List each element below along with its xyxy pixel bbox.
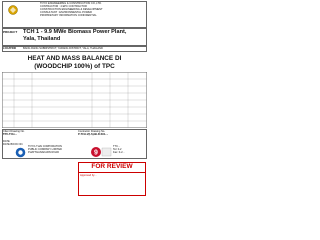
client-drawing-label: Client Drawing No. — [3, 130, 25, 133]
drawing-title — [2, 55, 147, 70]
badge-icon — [90, 145, 112, 157]
review-stamp-sub: Approved by ... — [80, 174, 98, 177]
client-drawing-value: TPC-TCH-... — [3, 133, 18, 136]
project-line: Yala, Thailand — [23, 35, 61, 42]
footer-company-line: PUBLIC COMPANY LIMITED — [28, 148, 62, 151]
company-logo — [4, 3, 22, 15]
contact-line: Fax: 0-2... — [113, 151, 125, 154]
company-line: TOYO ENGINEERING & CONSTRUCTION CO.,LTD. — [40, 2, 102, 5]
project-line: TCH 1 - 9.9 MWe Biomass Power Plant, — [23, 29, 127, 35]
company-text — [40, 2, 145, 17]
date-label: DATE — [3, 140, 10, 143]
company-line: CONSULTANT : ENVIRONMENTAL POWER — [40, 11, 92, 14]
contact-line: TTC... — [113, 145, 121, 148]
date-value: DATE BOOK NO. — [3, 143, 24, 146]
contractor-drawing-value: P-TCH-V(LS)-BLR-S01-... — [78, 133, 109, 136]
contractor-drawing-label: Contractor Drawing No. — [78, 130, 106, 133]
stamp-divider — [79, 172, 145, 173]
badge-number: 9 — [94, 149, 98, 157]
location-label: LOCATION — [3, 47, 17, 50]
location-value: BANG RANG SUBDISTRICT, YARANG DISTRICT, YALA, THAILAND — [23, 47, 103, 50]
footer-logo — [14, 145, 27, 156]
revision-table — [2, 72, 147, 128]
title-line-2: (WOODCHIP 100%) of TPC — [34, 62, 115, 70]
footer-contact — [113, 145, 147, 154]
contact-line: Tel: 0-2 — [113, 148, 122, 151]
footer-company-text — [28, 145, 78, 154]
project-label: PROJECT — [3, 30, 18, 34]
title-line-1: HEAT AND MASS BALANCE DI — [27, 55, 122, 62]
footer-company-line: PHATTHANAKARN ROAD — [28, 151, 59, 154]
review-stamp-label: FOR REVIEW — [91, 163, 133, 170]
project-name — [23, 29, 126, 42]
footer-company-line: TOYO-THAI CORPORATION — [28, 145, 62, 148]
company-line: PROPRIETARY INFORMATION CONFIDENTIAL — [40, 14, 97, 17]
company-line: CONSTRUCTION ENGINEERING & DEVELOPMENT — [40, 8, 103, 11]
company-line: CONTRACTOR : 4 EPC CONTRACTOR — [40, 5, 87, 8]
